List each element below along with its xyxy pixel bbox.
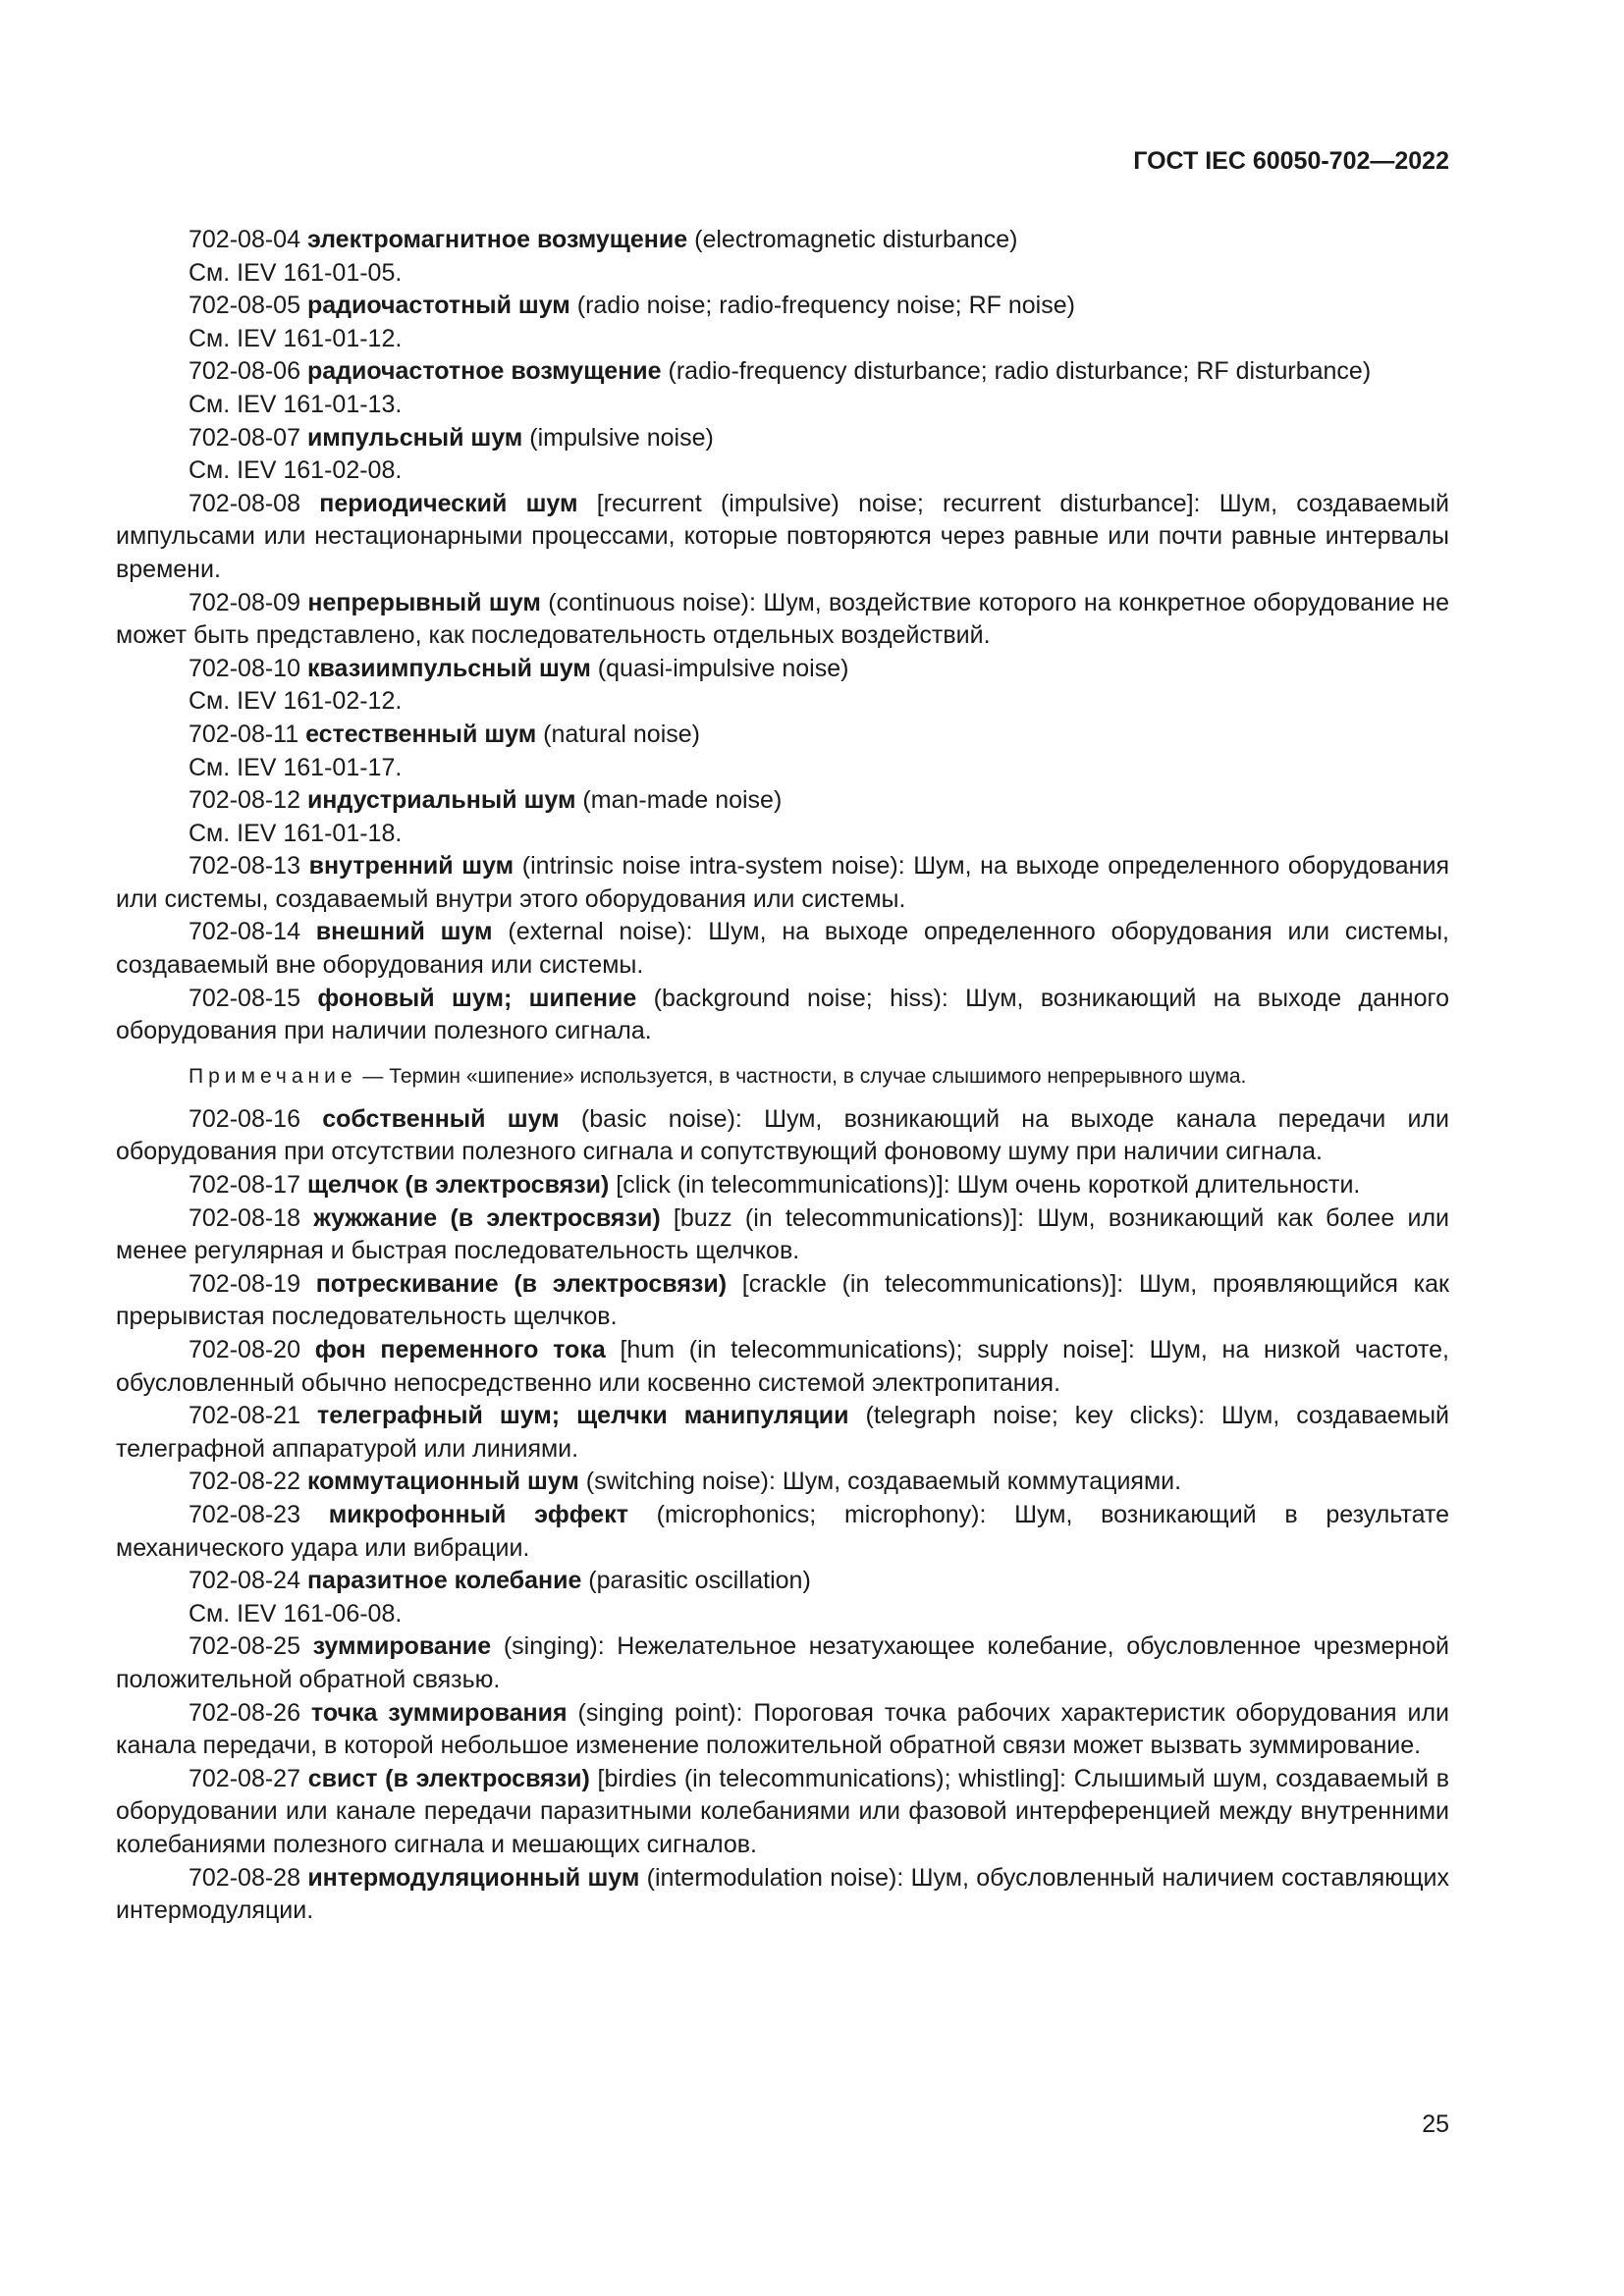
note-text: — Термин «шипение» используется, в частности, в случае слышимого непрерывного шума. <box>356 1064 1247 1088</box>
term-name: зуммирование <box>312 1632 492 1661</box>
term-definition: (man-made noise) <box>575 786 783 815</box>
see-reference: См. IEV 161-01-18. <box>189 819 403 847</box>
term-code: 702-08-25 <box>189 1632 300 1661</box>
term-definition: (natural noise) <box>536 720 700 748</box>
term-name: точка зуммирования <box>310 1698 568 1727</box>
term-definition: [crackle (in telecommunications)]: Шум, проявляющийся как прерывистая последовательность щелчков. <box>116 1269 1449 1331</box>
term-entry <box>116 1169 1449 1202</box>
term-definition: (basic noise): Шум, возникающий на выходе канала передачи или оборудования при отсутствии полезного сигнала и сопутствующий фоновому шуму при наличии сигнала. <box>116 1104 1449 1166</box>
term-entry <box>116 983 1449 1048</box>
term-code: 702-08-10 <box>189 654 300 682</box>
term-entry <box>116 587 1449 653</box>
term-name: радиочастотный шум <box>306 292 570 320</box>
term-definition: (microphonics; microphony): Шум, возникающий в результате механического удара или вибрации. <box>116 1500 1449 1562</box>
note <box>116 1062 1449 1092</box>
see-reference: См. IEV 161-01-05. <box>189 258 403 287</box>
term-entry <box>116 1400 1449 1466</box>
term-name: свист (в электросвязи) <box>307 1764 590 1792</box>
term-entry <box>116 1630 1449 1696</box>
term-definition: (external noise): Шум, на выходе определенного оборудования или системы, создаваемый вне оборудования или системы. <box>116 918 1449 980</box>
term-definition: [click (in telecommunications)]: Шум очень короткой длительности. <box>609 1171 1361 1200</box>
term-definition: (quasi-impulsive noise) <box>590 654 849 682</box>
term-name: микрофонный эффект <box>328 1500 628 1528</box>
term-code: 702-08-12 <box>189 786 300 815</box>
term-code: 702-08-15 <box>189 984 300 1012</box>
term-definition: (telegraph noise; key clicks): Шум, создаваемый телеграфной аппаратурой или линиями. <box>116 1402 1450 1463</box>
term-definition: (singing point): Пороговая точка рабочих характеристик оборудования или канала передачи, в которой небольшое изменение положительной обратной связи может вызвать зуммирование. <box>116 1698 1450 1760</box>
document-body <box>116 224 1449 1928</box>
term-entry <box>116 1862 1449 1928</box>
term-code: 702-08-22 <box>189 1468 300 1496</box>
see-reference: См. IEV 161-01-12. <box>189 324 403 352</box>
term-name: интермодуляционный шум <box>307 1863 640 1892</box>
term-name: радиочастотное возмущение <box>306 357 662 386</box>
page-number: 25 <box>1422 2110 1449 2138</box>
term-definition: (electromagnetic disturbance) <box>687 226 1018 253</box>
term-name: электромагнитное возмущение <box>306 226 688 253</box>
term-name: паразитное колебание <box>306 1567 582 1595</box>
see-reference: См. IEV 161-02-12. <box>189 687 403 716</box>
term-code: 702-08-27 <box>189 1764 300 1792</box>
term-name: квазиимпульсный шум <box>306 654 591 682</box>
term-code: 702-08-16 <box>189 1104 300 1133</box>
document-id-header: ГОСТ IEC 60050-702—2022 <box>1133 147 1449 175</box>
term-code: 702-08-09 <box>189 588 300 616</box>
term-code: 702-08-06 <box>189 357 300 386</box>
term-entry <box>116 224 1449 257</box>
term-name: фоновый шум; шипение <box>317 984 637 1012</box>
term-entry <box>116 850 1449 916</box>
term-name: импульсный шум <box>306 423 523 452</box>
term-code: 702-08-07 <box>189 423 300 452</box>
term-code: 702-08-04 <box>189 226 300 253</box>
term-entry <box>116 719 1449 752</box>
term-definition: [hum (in telecommunications); supply noise]: Шум, на низкой частоте, обусловленный обычно непосредственно или косвенно системой электропитания. <box>116 1336 1449 1397</box>
term-definition: [birdies (in telecommunications); whistling]: Слышимый шум, создаваемый в оборудовании или канале передачи паразитными колебаниями или фазовой интерференцией между внутренними колебаниями полезного сигнала и мешающих сигналов. <box>116 1764 1449 1858</box>
term-entry <box>116 1697 1449 1763</box>
term-entry <box>116 1763 1449 1862</box>
term-code: 702-08-19 <box>189 1269 300 1298</box>
term-entry <box>116 1466 1449 1499</box>
term-entry <box>116 784 1449 818</box>
see-reference: См. IEV 161-02-08. <box>189 456 403 485</box>
term-entry <box>116 1499 1449 1565</box>
term-definition: (radio noise; radio-frequency noise; RF noise) <box>569 292 1075 320</box>
term-code: 702-08-23 <box>189 1500 300 1528</box>
term-name: внешний шум <box>315 918 493 946</box>
term-code: 702-08-13 <box>189 852 300 881</box>
term-entry <box>116 1334 1449 1400</box>
term-entry <box>116 290 1449 323</box>
term-entry <box>116 1268 1449 1334</box>
term-entry <box>116 1202 1449 1268</box>
see-reference: См. IEV 161-01-17. <box>189 753 403 781</box>
term-code: 702-08-24 <box>189 1567 300 1595</box>
term-name: внутренний шум <box>308 852 514 881</box>
term-definition: (background noise; hiss): Шум, возникающий на выходе данного оборудования при наличии полезного сигнала. <box>116 984 1449 1045</box>
term-definition: [recurrent (impulsive) noise; recurrent disturbance]: Шум, создаваемый импульсами или нестационарными процессами, которые повторяются через равные или почти равные интервалы времени. <box>116 489 1450 583</box>
term-name: естественный шум <box>305 720 537 748</box>
term-entry <box>116 1565 1449 1598</box>
term-code: 702-08-26 <box>189 1698 300 1727</box>
term-code: 702-08-21 <box>189 1402 300 1430</box>
term-code: 702-08-11 <box>189 720 299 748</box>
term-definition: (radio-frequency disturbance; radio disturbance; RF disturbance) <box>661 357 1372 386</box>
term-name: периодический шум <box>319 489 578 517</box>
term-definition: (intrinsic noise intra-system noise): Шум, на выходе определенного оборудования или системы, создаваемый внутри этого оборудования или системы. <box>116 852 1449 913</box>
term-code: 702-08-05 <box>189 292 300 320</box>
term-definition: (continuous noise): Шум, воздействие которого на конкретное оборудование не может быть представлено, как последовательность отдельных воздействий. <box>116 588 1449 650</box>
term-name: жужжание (в электросвязи) <box>313 1203 661 1232</box>
term-entry <box>116 488 1449 587</box>
term-definition: [buzz (in telecommunications)]: Шум, возникающий как более или менее регулярная и быстрая последовательность щелчков. <box>116 1203 1449 1265</box>
term-definition: (parasitic oscillation) <box>581 1567 811 1595</box>
term-name: потрескивание (в электросвязи) <box>315 1269 728 1298</box>
note-label: Примечание <box>189 1064 357 1088</box>
term-entry <box>116 653 1449 686</box>
term-definition: (intermodulation noise): Шум, обусловленный наличием составляющих интермодуляции. <box>116 1863 1449 1925</box>
term-entry <box>116 422 1449 455</box>
term-code: 702-08-17 <box>189 1171 300 1200</box>
term-code: 702-08-20 <box>189 1336 300 1363</box>
see-reference: См. IEV 161-06-08. <box>189 1599 403 1628</box>
term-name: индустриальный шум <box>306 786 576 815</box>
term-definition: (impulsive noise) <box>522 423 714 452</box>
term-code: 702-08-14 <box>189 918 300 946</box>
term-name: щелчок (в электросвязи) <box>306 1171 610 1200</box>
term-code: 702-08-18 <box>189 1203 300 1232</box>
term-entry <box>116 355 1449 389</box>
term-name: коммутационный шум <box>306 1468 579 1496</box>
term-code: 702-08-28 <box>189 1863 300 1892</box>
term-definition: (singing): Нежелательное незатухающее колебание, обусловленное чрезмерной положительной обратной связью. <box>116 1632 1450 1693</box>
term-entry <box>116 916 1449 982</box>
term-name: телеграфный шум; щелчки манипуляции <box>316 1402 849 1430</box>
term-name: фон переменного тока <box>314 1336 606 1363</box>
term-code: 702-08-08 <box>189 489 300 517</box>
term-definition: (switching noise): Шум, создаваемый коммутациями. <box>578 1468 1182 1496</box>
see-reference: См. IEV 161-01-13. <box>189 390 403 418</box>
term-name: собственный шум <box>322 1104 560 1133</box>
term-entry <box>116 1103 1449 1169</box>
term-name: непрерывный шум <box>307 588 541 616</box>
